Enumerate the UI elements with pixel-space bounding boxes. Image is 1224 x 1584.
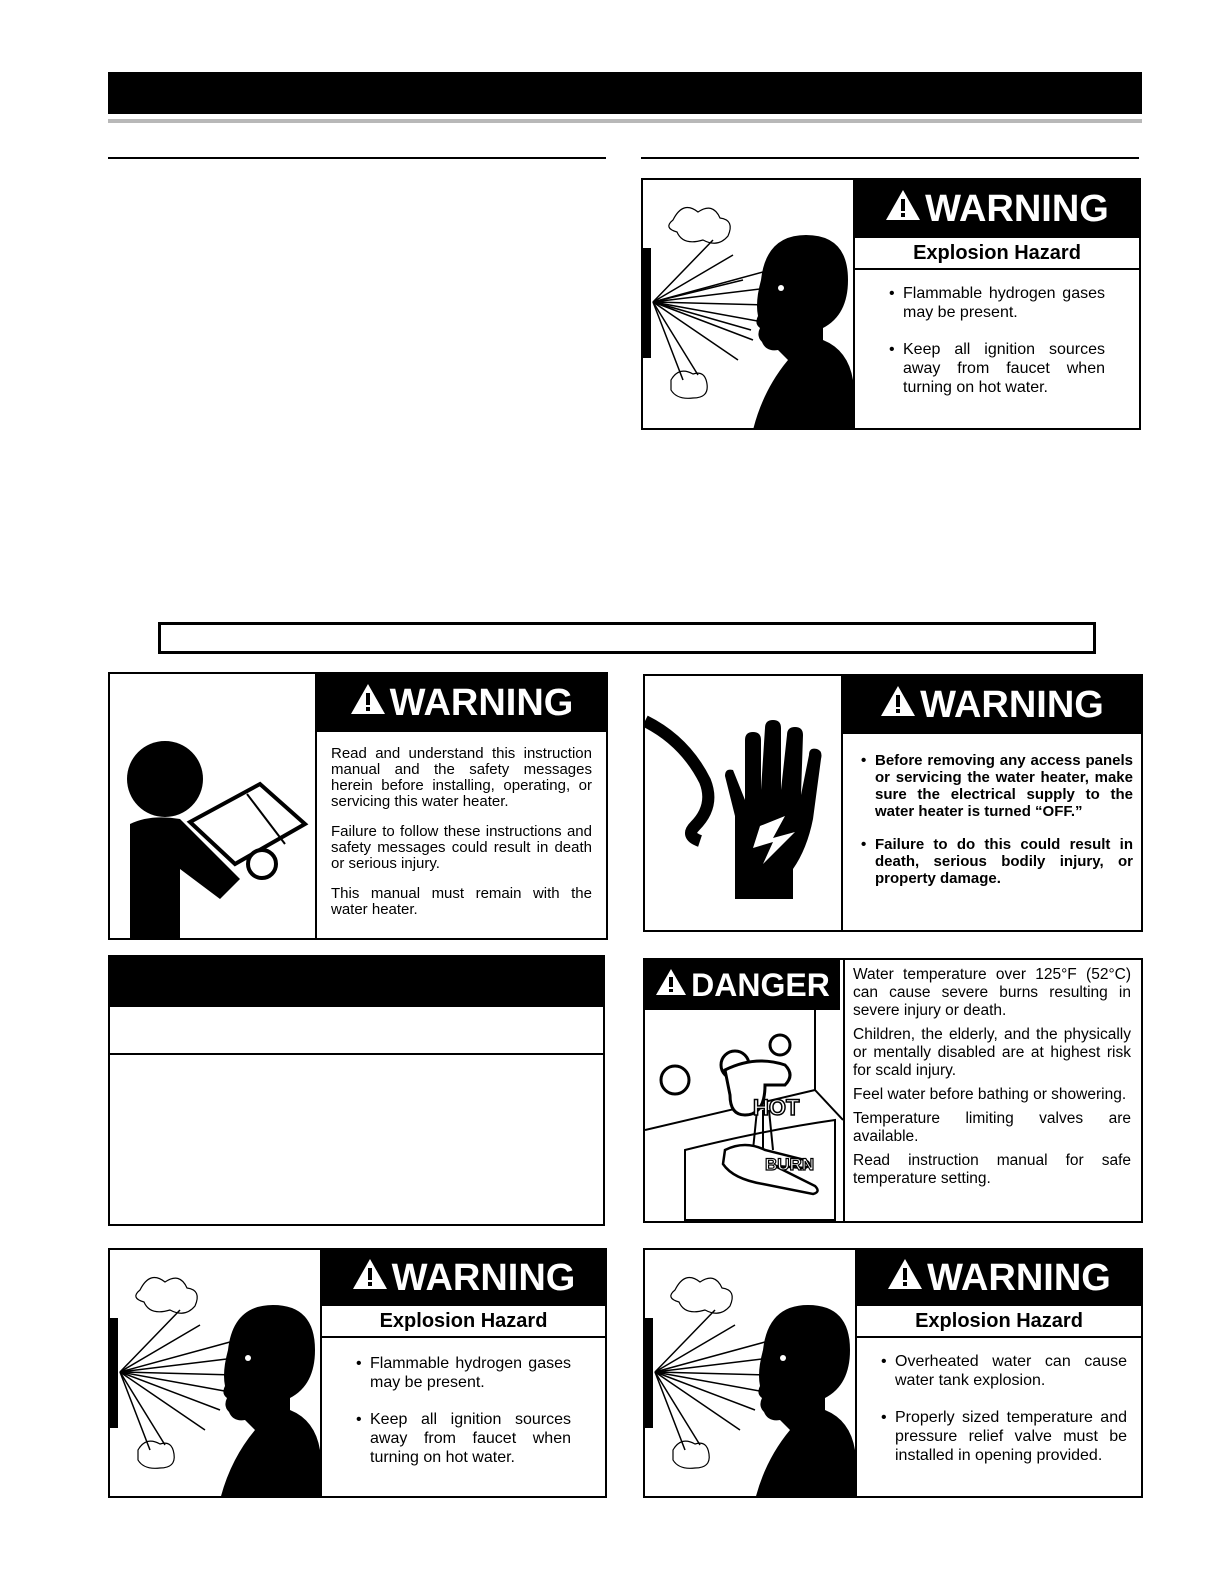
hydrogen-warning-label-top <box>641 178 1141 430</box>
page-header-bar <box>108 72 1142 114</box>
right-column-rule <box>641 157 1139 159</box>
burn-text: BURN <box>765 1155 815 1174</box>
label-paragraph: Read instruction manual for safe temperature setting. <box>853 1152 1131 1187</box>
hydrogen-warning-label-bottom <box>108 1248 607 1498</box>
warning-triangle-icon <box>887 1257 923 1300</box>
danger-word: DANGER <box>691 966 830 1003</box>
section-caption-box <box>158 622 1096 654</box>
label-paragraph: This manual must remain with the water heater. <box>331 885 592 918</box>
warning-word: WARNING <box>389 681 574 724</box>
scald-danger-label <box>643 958 1143 1223</box>
overheat-warning-label <box>643 1248 1143 1498</box>
warning-triangle-icon <box>885 188 921 231</box>
left-column-rule <box>108 157 606 159</box>
hazard-bullet: • Flammable hydrogen gases may be present. <box>889 285 1105 321</box>
person-reading-manual-icon <box>110 674 315 938</box>
warning-triangle-icon <box>352 1257 388 1300</box>
warning-triangle-icon <box>350 682 386 725</box>
notice-header-bar <box>110 957 603 1007</box>
hazard-subtitle: Explosion Hazard <box>857 1306 1141 1338</box>
label-paragraph: Water temperature over 125°F (52°C) can cause severe burns resulting in severe injury or death. <box>853 966 1131 1019</box>
notice-subheader <box>110 1007 603 1055</box>
warning-signal-header <box>855 180 1139 238</box>
header-rule <box>108 119 1142 123</box>
warning-word: WARNING <box>925 187 1109 230</box>
hazard-bullet: • Properly sized temperature and pressure relief valve must be installed in opening provided. <box>881 1409 1127 1464</box>
warning-signal-header <box>317 674 606 732</box>
hot-faucet-burn-icon <box>645 1010 843 1222</box>
notice-box <box>108 955 605 1226</box>
label-paragraph: Temperature limiting valves are available. <box>853 1110 1131 1145</box>
warning-word: WARNING <box>920 683 1104 726</box>
hazard-bullet: • Keep all ignition sources away from faucet when turning on hot water. <box>356 1411 571 1466</box>
label-paragraph: Read and understand this instruction manual and the safety messages herein before installing, operating, or servicing this water heater. <box>331 745 592 810</box>
explosion-face-icon <box>643 180 853 428</box>
hazard-bullet: • Before removing any access panels or servicing the water heater, make sure the electrical supply to the water heater is turned “OFF.” <box>861 752 1133 820</box>
hazard-bullet: • Overheated water can cause water tank explosion. <box>881 1353 1127 1389</box>
explosion-face-icon <box>110 1250 320 1496</box>
danger-triangle-icon <box>655 967 687 1004</box>
hazard-subtitle: Explosion Hazard <box>855 238 1139 270</box>
explosion-face-icon <box>645 1250 855 1496</box>
hazard-bullet: • Keep all ignition sources away from faucet when turning on hot water. <box>889 341 1105 396</box>
label-paragraph: Children, the elderly, and the physically or mentally disabled are at highest risk for scald injury. <box>853 1026 1131 1079</box>
label-paragraph: Feel water before bathing or showering. <box>853 1086 1127 1103</box>
warning-signal-header <box>857 1250 1141 1306</box>
hazard-bullet: • Flammable hydrogen gases may be present. <box>356 1355 571 1391</box>
hazard-bullet: • Failure to do this could result in death, serious bodily injury, or property damage. <box>861 836 1133 887</box>
warning-word: WARNING <box>927 1256 1111 1299</box>
electric-shock-hand-icon <box>645 676 841 930</box>
label-paragraph: Failure to follow these instructions and safety messages could result in death or serious injury. <box>331 823 592 872</box>
hot-text: HOT <box>753 1095 800 1120</box>
warning-signal-header <box>322 1250 605 1306</box>
warning-triangle-icon <box>880 684 916 727</box>
danger-signal-header <box>645 960 840 1010</box>
hazard-subtitle: Explosion Hazard <box>322 1306 605 1338</box>
warning-word: WARNING <box>391 1256 576 1299</box>
manual-warning-label <box>108 672 608 940</box>
electrical-warning-label <box>643 674 1143 932</box>
warning-signal-header <box>843 676 1141 734</box>
